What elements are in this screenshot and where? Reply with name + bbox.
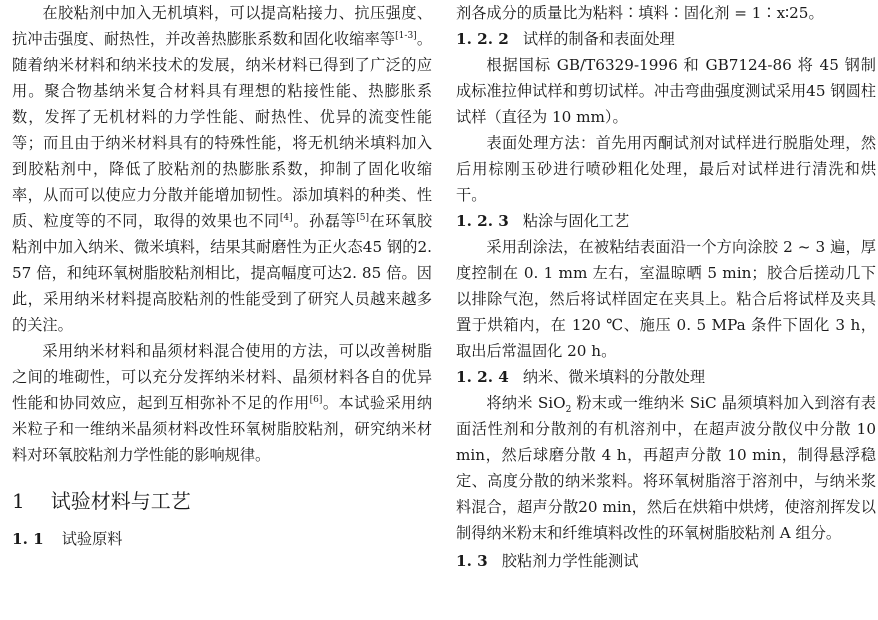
citation-ref: [5]	[356, 212, 369, 223]
continued-paragraph: 剂各成分的质量比为粘料∶填料∶固化剂 = 1∶x∶25。	[456, 4, 824, 22]
text-run: 。本试验采用纳米粒子和一维纳米晶须材料改性环氧树脂胶粘剂，研究纳米材料对环氧胶粘剂力学性能的影响规律。	[12, 394, 433, 464]
section-heading-1	[12, 486, 432, 516]
subsection-number: 1. 2. 2	[456, 30, 509, 48]
section-number: 1	[12, 489, 25, 513]
paragraph-surface-treatment: 表面处理方法：首先用丙酮试剂对试样进行脱脂处理，然后用棕刚玉砂进行喷砂粗化处理，最后对试样进行清洗和烘干。	[456, 134, 876, 204]
paragraph-specimen-standard: 根据国标 GB/T6329-1996 和 GB7124-86 将 45 钢制成标准拉伸试样和剪切试样。冲击弯曲强度测试采用45 钢圆柱试样（直径为 10 mm）。	[456, 56, 876, 126]
left-column	[12, 0, 432, 552]
text-run: 采用纳米材料和晶须材料混合使用的方法，可以改善树脂之间的堆砌性，可以充分发挥纳米材料、晶须材料各自的优异性能和协同效应，起到互相弥补不足的作用	[12, 342, 432, 412]
subsection-title: 试验原料	[61, 530, 123, 548]
subsection-number: 1. 1	[12, 530, 44, 548]
text-run: 在胶粘剂中加入无机填料，可以提高粘接力、抗压强度、抗冲击强度、耐热性，并改善热膨胀系数和固化收缩率等	[12, 4, 432, 48]
paragraph-coating-curing: 采用刮涂法，在被粘结表面沿一个方向涂胶 2 ~ 3 遍，厚度控制在 0. 1 mm 左右，室温晾晒 5 min；胶合后搓动几下以排除气泡，然后将试样固定在夹具上。粘合后将试样及夹具置于烘箱内，在 120 ℃、施压 0. 5 MPa 条件下固化 3 h，取出后常温固化 20 h。	[456, 238, 876, 360]
right-column	[456, 0, 876, 574]
subsection-heading-1-3	[456, 548, 876, 574]
subsection-title: 纳米、微米填料的分散处理	[522, 368, 706, 386]
intro-paragraph-2	[12, 338, 432, 468]
paragraph-dispersion	[456, 390, 876, 546]
text-run: 粉末或一维纳米 SiC 晶须填料加入到溶有表面活性剂和分散剂的有机溶剂中，在超声波分散仪中分散 10 min，然后球磨分散 4 h，再超声分散 10 min，制得悬浮稳定、高度分散的纳米浆料。将环氧树脂溶于溶剂中，与纳米浆料混合，超声分散20 min，然后在烘箱中烘烤，使溶剂挥发以制得纳米粉末和纤维填料改性的环氧树脂胶粘剂 A 组分。	[456, 394, 876, 542]
text-run: 。随着纳米材料和纳米技术的发展，纳米材料已得到了广泛的应用。聚合物基纳米复合材料具有理想的粘接性能、热膨胀系数，发挥了无机材料的力学性能、耐热性、优异的流变性能等；而且由于纳米材料具有的特殊性能，将无机纳米填料加入到胶粘剂中，降低了胶粘剂的热膨胀系数，抑制了固化收缩率，从而可以使应力分散并能增加韧性。添加填料的种类、性质、粒度等的不同，取得的效果也不同	[12, 30, 433, 230]
subsection-number: 1. 2. 3	[456, 212, 509, 230]
citation-ref: [1-3]	[395, 30, 417, 41]
subsection-heading-1-2-2	[456, 26, 876, 52]
subsection-number: 1. 3	[456, 552, 488, 570]
subsection-title: 粘涂与固化工艺	[522, 212, 630, 230]
section-title: 试验材料与工艺	[50, 489, 191, 513]
subsection-number: 1. 2. 4	[456, 368, 509, 386]
subscript: 2	[565, 405, 572, 416]
intro-paragraph-1	[12, 0, 432, 338]
subsection-title: 胶粘剂力学性能测试	[501, 552, 639, 570]
text-run: 将纳米 SiO	[486, 394, 566, 412]
subsection-heading-1-2-4	[456, 364, 876, 390]
citation-ref: [4]	[279, 212, 293, 223]
text-run: 在环氧胶粘剂中加入纳米、微米填料，结果其耐磨性为正火态45 钢的2. 57 倍，和纯环氧树脂胶粘剂相比，提高幅度可达2. 85 倍。因此，采用纳米材料提高胶粘剂的性能受到了研究人员越来越多的关注。	[12, 212, 433, 334]
citation-ref: [6]	[309, 394, 323, 405]
subsection-heading-1-2-3	[456, 208, 876, 234]
subsection-title: 试样的制备和表面处理	[522, 30, 675, 48]
text-run: 。孙磊等	[292, 212, 357, 230]
subsection-heading-1-1	[12, 526, 432, 552]
